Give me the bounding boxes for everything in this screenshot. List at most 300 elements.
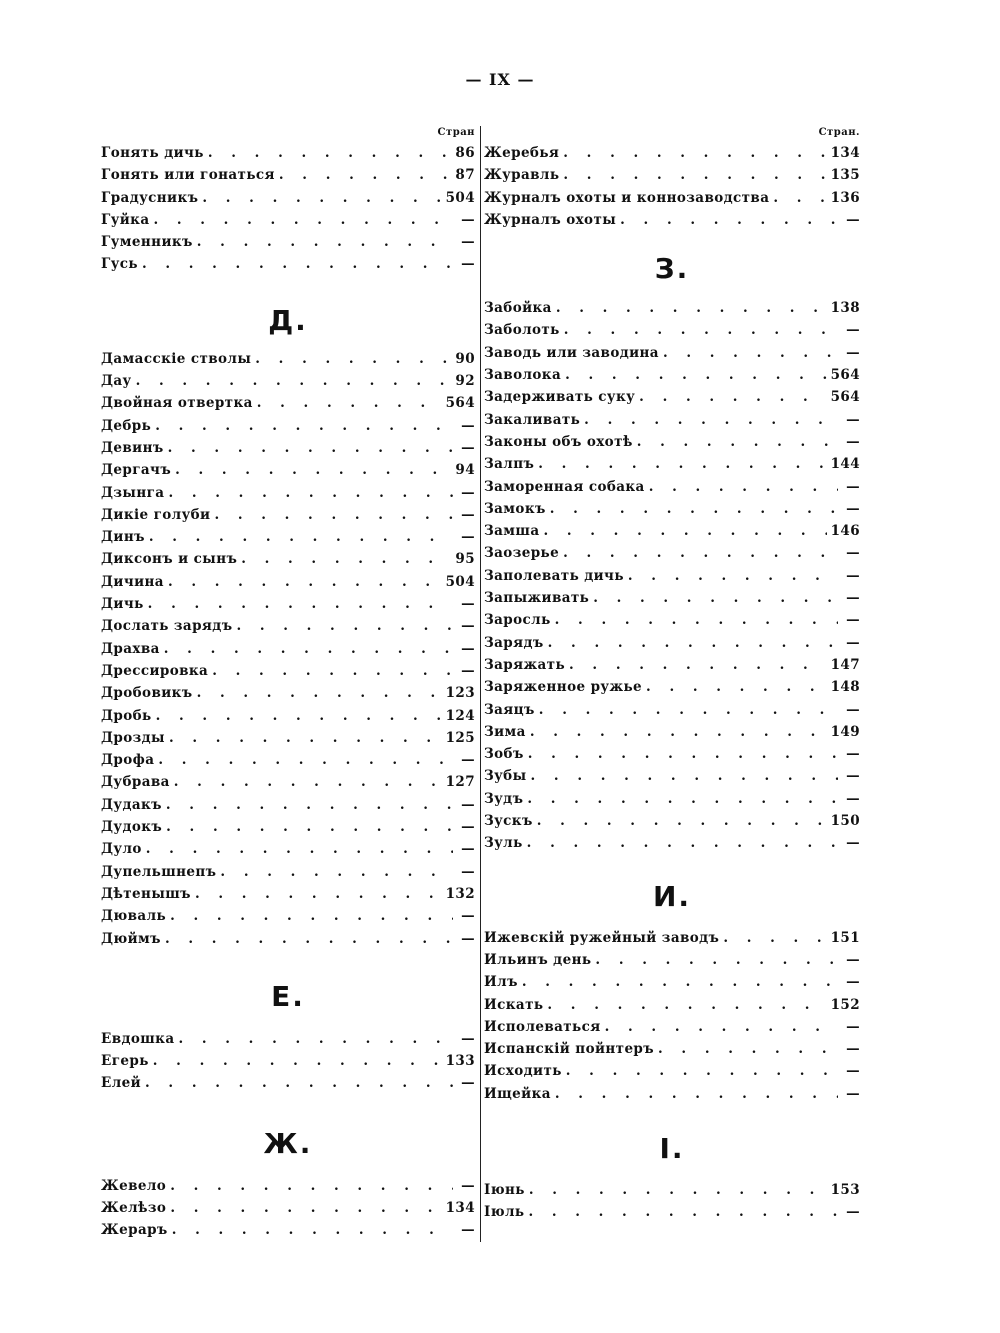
dot-leader (605, 1016, 838, 1038)
index-page-number: — (461, 484, 475, 501)
index-page-number: — (846, 545, 860, 562)
index-entry (484, 431, 860, 453)
index-entry (484, 1060, 860, 1082)
dot-leader (584, 409, 838, 431)
dot-leader (257, 392, 442, 414)
index-entry (484, 743, 860, 765)
index-term: Елей (101, 1075, 142, 1092)
index-term: Зима (484, 723, 526, 740)
index-page-number: 90 (455, 350, 475, 367)
index-term: Искать (484, 996, 544, 1013)
index-term: Ильинъ день (484, 951, 592, 968)
index-page-number: — (846, 433, 860, 450)
index-page-number: 95 (455, 551, 475, 568)
index-page-number: — (846, 322, 860, 339)
index-term: Законы объ охотѣ (484, 433, 633, 450)
section-letter-heading: І. (659, 1131, 685, 1165)
index-entry (484, 409, 860, 431)
index-term: Дуло (101, 841, 142, 858)
index-entry (484, 297, 860, 319)
index-page-number: 94 (455, 462, 475, 479)
index-entry (484, 209, 860, 231)
index-page-number: — (846, 1041, 860, 1058)
index-entry (101, 415, 475, 437)
dot-leader (168, 571, 442, 593)
index-term: Дробь (101, 707, 152, 724)
index-entry (101, 1175, 475, 1197)
dot-leader (527, 832, 838, 854)
dot-leader (148, 593, 453, 615)
dot-leader (168, 437, 453, 459)
index-entry (484, 1179, 860, 1201)
index-term: Зобъ (484, 746, 524, 763)
index-term: Девинъ (101, 439, 164, 456)
index-entry (484, 1016, 860, 1038)
section-letter-heading: Е. (271, 979, 305, 1013)
index-entry (101, 905, 475, 927)
index-entry (484, 721, 860, 743)
index-page-number: — (461, 819, 475, 836)
index-entry (101, 682, 475, 704)
index-page-number: 136 (830, 189, 860, 206)
index-entry (101, 861, 475, 883)
index-page-number: — (846, 211, 860, 228)
index-term: Заряжать (484, 656, 566, 673)
index-term: Гуйка (101, 211, 150, 228)
dot-leader (528, 1201, 838, 1223)
index-entry (101, 459, 475, 481)
section-letter-heading: И. (652, 879, 692, 913)
index-term: Дрозды (101, 729, 165, 746)
index-term: Запыживать (484, 590, 590, 607)
index-term: Дупельшнепъ (101, 863, 217, 880)
dot-leader (646, 676, 827, 698)
index-entry (484, 994, 860, 1016)
index-page-number: — (846, 634, 860, 651)
index-term: Динъ (101, 529, 145, 546)
index-entry (484, 1083, 860, 1105)
column-divider (480, 126, 481, 1242)
index-page-number: 135 (830, 167, 860, 184)
dot-leader (548, 632, 838, 654)
index-entry (484, 476, 860, 498)
index-page-number: — (846, 1085, 860, 1102)
index-term: Іюнь (484, 1181, 525, 1198)
dot-leader (658, 1038, 838, 1060)
index-term: Гонять дичь (101, 145, 204, 161)
index-page-number: 134 (445, 1199, 475, 1216)
dot-leader (528, 743, 838, 765)
index-page-number: — (846, 411, 860, 428)
index-term: Драхва (101, 640, 160, 657)
index-term: Забойка (484, 300, 552, 317)
index-term: Исполеваться (484, 1018, 601, 1035)
index-entry (101, 593, 475, 615)
index-term: Гуменникъ (101, 234, 193, 251)
index-term: Замокъ (484, 500, 546, 517)
index-term: Дебрь (101, 417, 152, 434)
index-page-number: — (846, 612, 860, 629)
dot-leader (166, 794, 453, 816)
index-term: Ижевскій ружейный заводъ (484, 929, 720, 946)
index-term: Заморенная собака (484, 478, 645, 495)
dot-leader (538, 453, 826, 475)
index-term: Залпъ (484, 456, 535, 473)
index-entry (484, 565, 860, 587)
index-page-number: — (461, 211, 475, 228)
index-entry (484, 765, 860, 787)
index-entry (101, 142, 475, 164)
dot-leader (136, 370, 452, 392)
dot-leader (175, 459, 451, 481)
index-entry (484, 676, 860, 698)
index-page-number: — (846, 590, 860, 607)
index-entry (484, 164, 860, 186)
index-term: Жевело (101, 1177, 167, 1194)
index-entry (101, 816, 475, 838)
index-term: Жеребья (484, 145, 560, 161)
index-page-number: — (846, 500, 860, 517)
index-page-number: — (461, 234, 475, 251)
index-entry (484, 319, 860, 341)
index-term: Заболоть (484, 322, 560, 339)
index-page-number: — (461, 662, 475, 679)
index-page-number: — (461, 506, 475, 523)
index-term: Дѣтенышъ (101, 885, 191, 902)
index-page-number: — (846, 344, 860, 361)
index-term: Дробовикъ (101, 685, 193, 702)
index-entry (484, 832, 860, 854)
index-page-number: — (846, 1018, 860, 1035)
index-page-number: 153 (830, 1181, 860, 1198)
index-entry (101, 883, 475, 905)
index-page-number: 125 (445, 729, 475, 746)
index-term: Зубы (484, 768, 527, 785)
index-term: Дудокъ (101, 819, 163, 836)
index-entry (101, 660, 475, 682)
index-page-number: — (461, 640, 475, 657)
index-page-number: 124 (445, 707, 475, 724)
index-entry (484, 927, 860, 949)
index-page-number: — (461, 1222, 475, 1239)
index-entry (101, 482, 475, 504)
index-entry (484, 342, 860, 364)
index-entry (101, 1072, 475, 1094)
index-page-number: — (846, 1063, 860, 1080)
dot-leader (547, 994, 826, 1016)
index-entry (484, 587, 860, 609)
index-page-number: 138 (830, 300, 860, 317)
index-term: Заяцъ (484, 701, 535, 718)
index-term: Дамасскіе стволы (101, 350, 252, 367)
dot-leader (522, 971, 838, 993)
index-term: Зудъ (484, 790, 524, 807)
index-page-number: 504 (445, 189, 475, 206)
dot-leader (170, 905, 453, 927)
index-entry (484, 542, 860, 564)
page-column-label: Стран. (818, 127, 860, 138)
index-page-number: 87 (455, 167, 475, 184)
dot-leader (593, 587, 838, 609)
index-entry (101, 1050, 475, 1072)
index-entry (101, 638, 475, 660)
index-term: Заозерье (484, 545, 560, 562)
dot-leader (153, 1050, 442, 1072)
dot-leader (279, 164, 452, 186)
index-entry (484, 187, 860, 209)
index-entry (101, 615, 475, 637)
dot-leader (149, 526, 453, 548)
index-term: Дикіе голуби (101, 506, 211, 523)
dot-leader (153, 209, 453, 231)
index-page-number: 148 (830, 679, 860, 696)
index-entry (101, 727, 475, 749)
index-entry (484, 453, 860, 475)
index-page-number: 564 (830, 389, 860, 406)
dot-leader (663, 342, 838, 364)
section-letter-heading: Д. (268, 303, 308, 337)
page-column-label: Стран (437, 127, 475, 138)
dot-leader (555, 1083, 838, 1105)
index-page-number: 127 (445, 774, 475, 791)
index-term: Задерживать суку (484, 389, 636, 406)
index-entry (101, 838, 475, 860)
index-term: Заряженное ружье (484, 679, 643, 696)
dot-leader (531, 765, 838, 787)
index-term: Заполевать дичь (484, 567, 624, 584)
index-page-number: 144 (830, 456, 860, 473)
index-page-number: 151 (830, 929, 860, 946)
dot-leader (156, 705, 442, 727)
index-page-number: — (461, 863, 475, 880)
index-entry (101, 209, 475, 231)
dot-leader (255, 348, 451, 370)
index-term: Дюваль (101, 908, 167, 925)
index-term: Закаливать (484, 411, 581, 428)
dot-leader (565, 364, 827, 386)
dot-leader (195, 883, 442, 905)
index-term: Іюль (484, 1204, 525, 1221)
index-entry (101, 164, 475, 186)
index-entry (484, 520, 860, 542)
index-term: Евдошка (101, 1030, 175, 1047)
index-term: Гусь (101, 256, 138, 273)
index-entry (101, 231, 475, 253)
index-entry (484, 142, 860, 164)
dot-leader (178, 1028, 453, 1050)
index-entry (484, 788, 860, 810)
index-page-number: — (461, 596, 475, 613)
index-term: Дрофа (101, 752, 155, 769)
dot-leader (165, 928, 453, 950)
index-term: Желѣзо (101, 1199, 167, 1216)
dot-leader (564, 319, 838, 341)
index-page-number: — (846, 1204, 860, 1221)
dot-leader (723, 927, 826, 949)
index-page-number: 564 (830, 367, 860, 384)
index-page-number: 132 (445, 885, 475, 902)
index-term: Дергачъ (101, 462, 172, 479)
dot-leader (197, 231, 453, 253)
index-term: Зуль (484, 835, 523, 852)
index-page-number: — (846, 951, 860, 968)
index-page-number: — (461, 796, 475, 813)
section-letter-heading: З. (654, 252, 690, 286)
index-term: Журналъ охоты (484, 211, 617, 228)
section-letter-heading: Ж. (263, 1126, 313, 1160)
index-term: Заводь или заводина (484, 344, 659, 361)
index-term: Гонять или гонаться (101, 167, 275, 184)
index-page-number: 564 (445, 395, 475, 412)
index-page-number: — (461, 908, 475, 925)
dot-leader (168, 482, 453, 504)
index-page-number: — (461, 439, 475, 456)
dot-leader (170, 1197, 441, 1219)
index-entry (484, 364, 860, 386)
index-page-number: — (846, 567, 860, 584)
index-page-number: 504 (445, 573, 475, 590)
left-index-column (101, 124, 475, 1242)
dot-leader (566, 1060, 838, 1082)
index-entry (484, 632, 860, 654)
index-page-number: — (846, 701, 860, 718)
index-entry (101, 370, 475, 392)
index-entry (101, 1219, 475, 1241)
dot-leader (169, 727, 442, 749)
index-page-number: — (461, 256, 475, 273)
dot-leader (569, 654, 827, 676)
index-term: Дау (101, 373, 132, 390)
index-page-number: — (461, 1075, 475, 1092)
index-term: Дюймъ (101, 930, 161, 947)
index-term: Заросль (484, 612, 551, 629)
index-entry (484, 609, 860, 631)
dot-leader (197, 682, 442, 704)
index-page-number: 150 (830, 813, 860, 830)
dot-leader (166, 816, 453, 838)
index-page-number: 147 (830, 656, 860, 673)
index-page-number: — (461, 930, 475, 947)
index-term: Диксонъ и сынъ (101, 551, 238, 568)
index-term: Дослать зарядъ (101, 618, 233, 635)
index-page-number: — (461, 841, 475, 858)
dot-leader (773, 187, 826, 209)
index-term: Илъ (484, 974, 518, 991)
index-page-number: 123 (445, 685, 475, 702)
index-entry (484, 386, 860, 408)
index-page-number: — (846, 478, 860, 495)
index-page-number: — (846, 790, 860, 807)
index-entry (484, 699, 860, 721)
index-entry (101, 749, 475, 771)
index-term: Испанскій пойнтеръ (484, 1041, 655, 1058)
dot-leader (208, 142, 452, 164)
index-term: Дичь (101, 596, 144, 613)
index-entry (101, 548, 475, 570)
index-page-number: 86 (455, 145, 475, 161)
index-term: Журавль (484, 167, 560, 184)
dot-leader (649, 476, 838, 498)
dot-leader (555, 609, 838, 631)
index-page-number: — (461, 618, 475, 635)
index-term: Дзынга (101, 484, 165, 501)
dot-leader (637, 431, 838, 453)
index-term: Замша (484, 523, 540, 540)
dot-leader (537, 810, 827, 832)
dot-leader (563, 542, 838, 564)
dot-leader (563, 142, 826, 164)
index-page-number: — (461, 1177, 475, 1194)
dot-leader (174, 771, 442, 793)
index-term: Заволока (484, 367, 562, 384)
index-term: Дичина (101, 573, 164, 590)
right-index-column (484, 124, 860, 1224)
dot-leader (530, 721, 827, 743)
dot-leader (543, 520, 826, 542)
page-number-header: — IX — (465, 70, 535, 89)
index-page-number: 152 (830, 996, 860, 1013)
index-term: Зускъ (484, 813, 533, 830)
index-term: Дрессировка (101, 662, 209, 679)
dot-leader (556, 297, 827, 319)
dot-leader (170, 1175, 453, 1197)
dot-leader (595, 949, 838, 971)
index-term: Журналъ охоты и коннозаводства (484, 189, 770, 206)
index-page-number: — (846, 768, 860, 785)
index-page-number: 92 (455, 373, 475, 390)
dot-leader (563, 164, 826, 186)
index-term: Двойная отвертка (101, 395, 253, 412)
index-entry (484, 1038, 860, 1060)
index-entry (101, 437, 475, 459)
index-term: Зарядъ (484, 634, 544, 651)
index-entry (484, 1201, 860, 1223)
index-entry (101, 526, 475, 548)
index-entry (101, 187, 475, 209)
dot-leader (172, 1219, 453, 1241)
index-page-number: — (846, 974, 860, 991)
dot-leader (214, 504, 453, 526)
index-entry (484, 654, 860, 676)
dot-leader (236, 615, 453, 637)
index-page-number: — (846, 746, 860, 763)
dot-leader (220, 861, 453, 883)
index-term: Егерь (101, 1053, 149, 1070)
index-term: Жераръ (101, 1222, 168, 1239)
index-term: Градусникъ (101, 189, 199, 206)
index-entry (484, 810, 860, 832)
index-entry (101, 571, 475, 593)
index-term: Ищейка (484, 1085, 551, 1102)
index-entry (101, 1028, 475, 1050)
dot-leader (155, 415, 453, 437)
index-term: Исходить (484, 1063, 562, 1080)
dot-leader (158, 749, 453, 771)
dot-leader (639, 386, 826, 408)
dot-leader (539, 699, 838, 721)
index-entry (101, 794, 475, 816)
index-page-number: — (461, 752, 475, 769)
index-page-number: — (461, 529, 475, 546)
index-page-number: — (846, 835, 860, 852)
dot-leader (212, 660, 453, 682)
index-entry (101, 1197, 475, 1219)
dot-leader (164, 638, 453, 660)
dot-leader (550, 498, 838, 520)
dot-leader (146, 838, 453, 860)
index-page-number: — (461, 1030, 475, 1047)
index-entry (101, 705, 475, 727)
